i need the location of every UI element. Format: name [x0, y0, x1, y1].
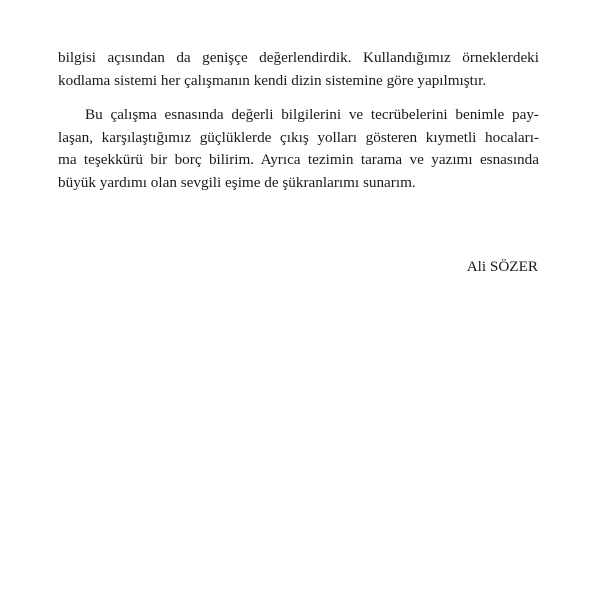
- text-line: laşan, karşılaştığımız güçlüklerde çıkış yolları gösteren kıymetli hocaları-: [58, 128, 539, 146]
- text-line: Bu çalışma esnasında değerli bilgilerini ve tecrübelerini benimle pay-: [85, 106, 539, 123]
- paragraph-2: [58, 104, 539, 194]
- document-body: [58, 47, 539, 194]
- text-line: kodlama sistemi her çalışmanın kendi dizin sistemine göre yapılmıştır.: [58, 71, 487, 89]
- text-line: bilgisi açısından da genişçe değerlendirdik. Kullandığımız örneklerdeki: [58, 49, 539, 66]
- paragraph-1: [58, 47, 539, 92]
- text-line: ma teşekkürü bir borç bilirim. Ayrıca tezimin tarama ve yazımı esnasında: [58, 151, 539, 168]
- author-signature: Ali SÖZER: [466, 258, 538, 275]
- text-line: büyük yardımı olan sevgili eşime de şükranlarımı sunarım.: [58, 173, 416, 191]
